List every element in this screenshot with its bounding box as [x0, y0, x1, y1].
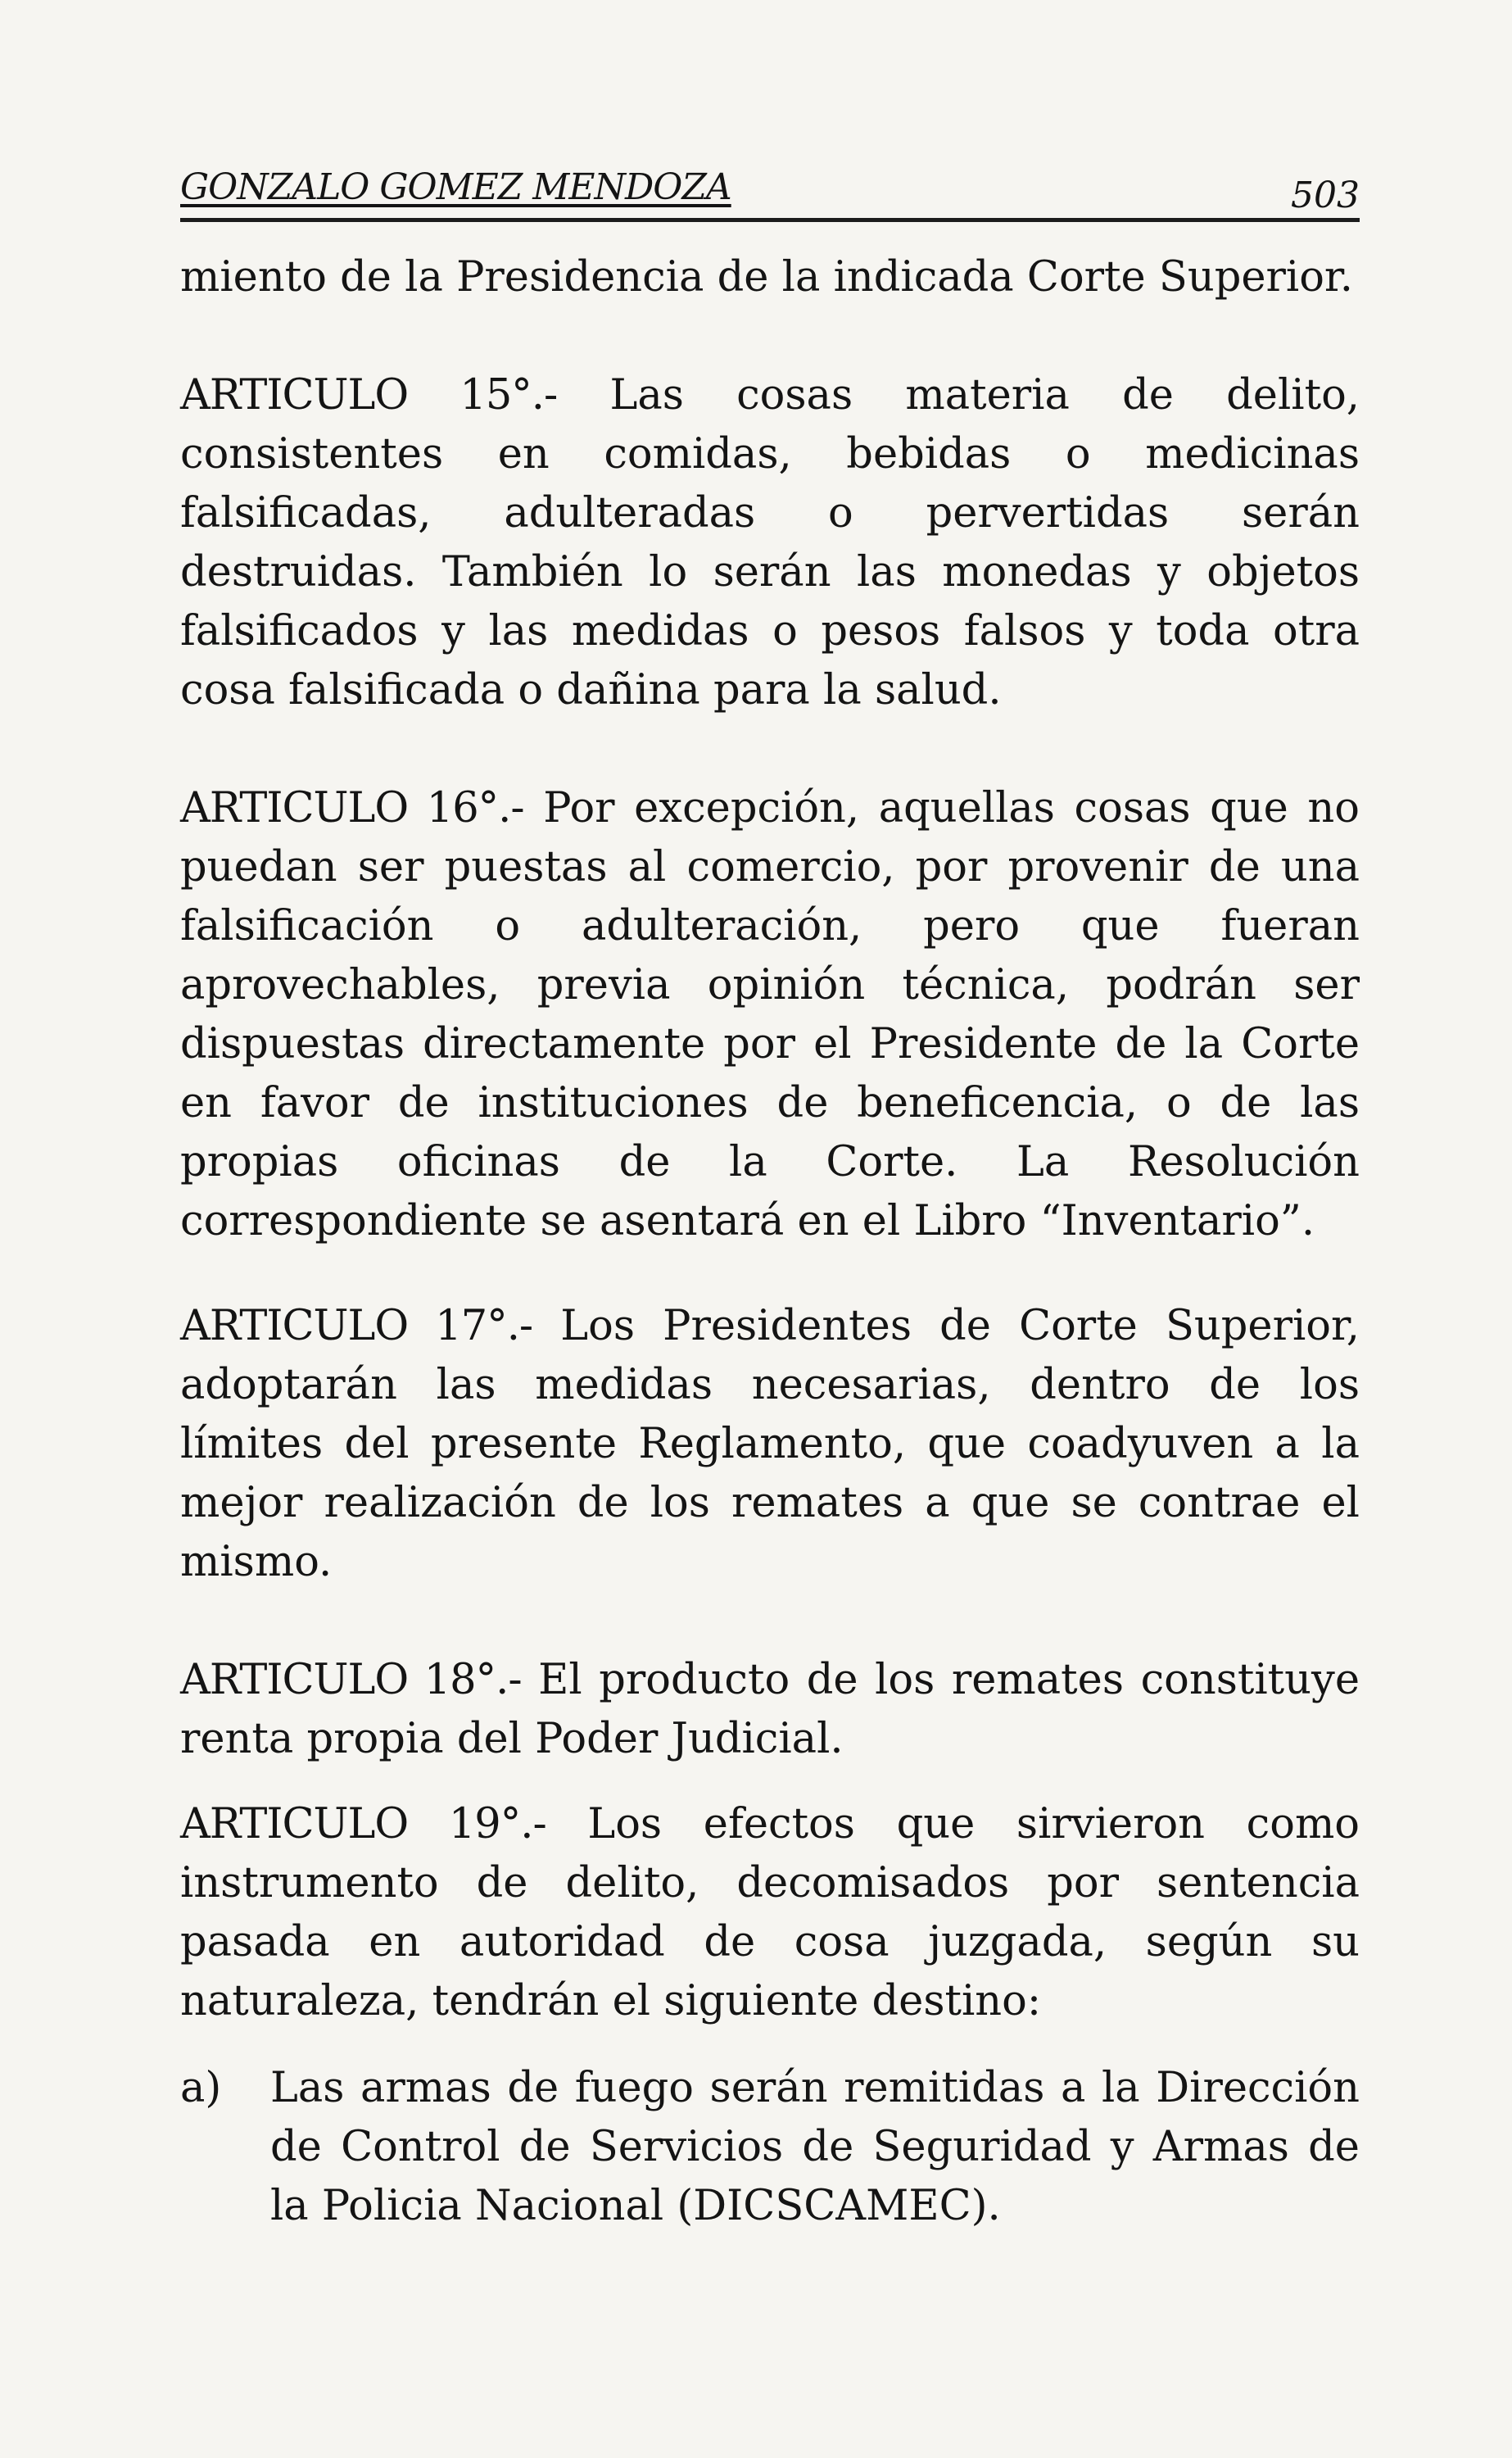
- article-17: [180, 1297, 1360, 1592]
- article-19: [180, 1795, 1360, 2031]
- article-18: [180, 1651, 1360, 1769]
- article-19-text: Los efectos que sirvieron como instrumento de delito, decomisados por sentencia pasada en autoridad de cosa juzgada, según su naturaleza, tendrán el siguiente destino:: [180, 1800, 1360, 2025]
- article-19-label: ARTICULO 19°.-: [180, 1800, 546, 1848]
- article-15-text: Las cosas materia de delito, consistentes en comidas, bebidas o medicinas falsificadas, adulteradas o pervertidas serán destruidas. También lo serán las monedas y objetos falsificados y las medidas o pesos falsos y toda otra cosa falsificada o dañina para la salud.: [180, 371, 1360, 714]
- article-18-label: ARTICULO 18°.-: [180, 1656, 522, 1704]
- article-15: [180, 366, 1360, 720]
- paragraph-continuation: miento de la Presidencia de la indicada Corte Superior.: [180, 253, 1353, 302]
- article-16-label: ARTICULO 16°.-: [180, 784, 524, 832]
- article-17-text: Los Presidentes de Corte Superior, adoptarán las medidas necesarias, dentro de los límites del presente Reglamento, que coadyuven a la mejor realización de los remates a que se contrae el mismo.: [180, 1302, 1360, 1586]
- article-16: [180, 779, 1360, 1251]
- page-number: 503: [1291, 175, 1360, 216]
- page-header: [180, 156, 1360, 222]
- article-15-label: ARTICULO 15°.-: [180, 371, 558, 419]
- article-17-label: ARTICULO 17°.-: [180, 1302, 533, 1350]
- body-text: [180, 248, 1360, 2236]
- list-marker: a): [180, 2064, 222, 2112]
- book-page: [180, 156, 1360, 2401]
- running-title: GONZALO GOMEZ MENDOZA: [180, 166, 731, 208]
- article-18-text: El producto de los remates constituye renta propia del Poder Judicial.: [180, 1656, 1360, 1763]
- list-item-text: Las armas de fuego serán remitidas a la Dirección de Control de Servicios de Seguridad y Armas de la Policia Nacional (DICSCAMEC).: [270, 2064, 1360, 2230]
- article-16-text: Por excepción, aquellas cosas que no puedan ser puestas al comercio, por provenir de una falsificación o adulteración, pero que fueran aprovechables, previa opinión técnica, podrán ser dispuestas directamente por el Presidente de la Corte en favor de instituciones de beneficencia, o de las propias oficinas de la Corte. La Resolución correspondiente se asentará en el Libro “Inventario”.: [180, 784, 1360, 1245]
- list-item-a: [180, 2059, 1360, 2236]
